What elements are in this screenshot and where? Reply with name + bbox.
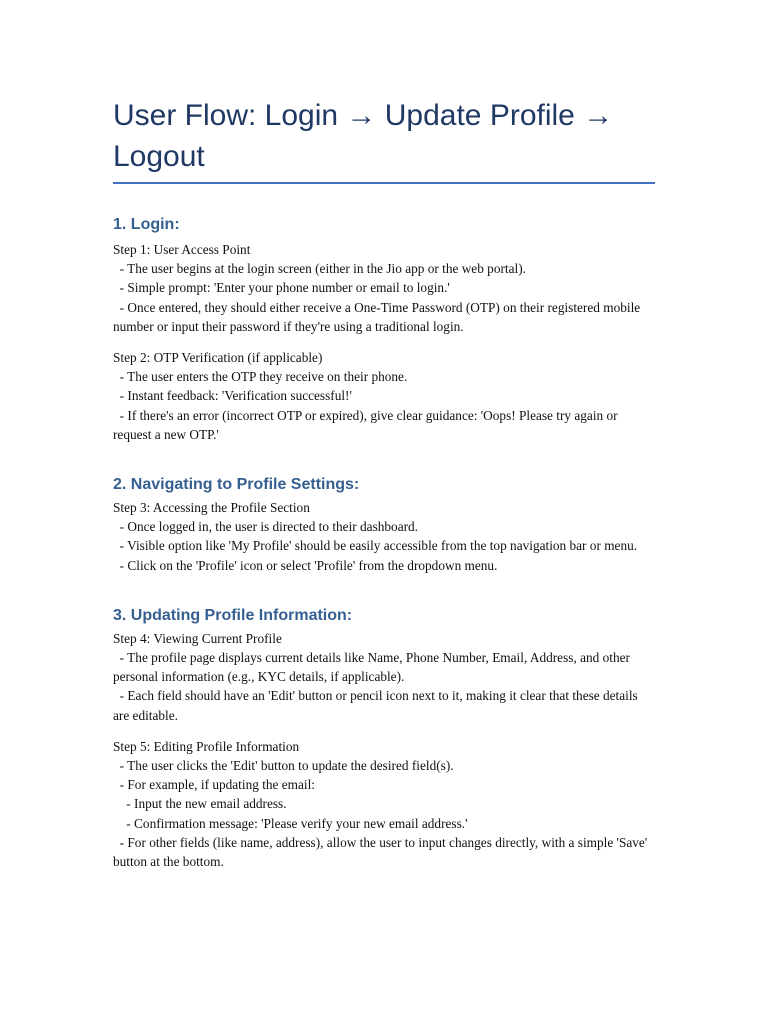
step-line: - Input the new email address. xyxy=(113,796,287,812)
section-heading: 2. Navigating to Profile Settings: xyxy=(113,476,360,494)
step-title: Step 4: Viewing Current Profile xyxy=(113,630,282,646)
step-line: - For other fields (like name, address), allow the user to input changes directly, with a simple 'Save' button at the bottom. xyxy=(113,834,651,870)
section-heading: 3. Updating Profile Information: xyxy=(113,606,353,624)
step-block xyxy=(113,240,655,336)
step-line: - Once logged in, the user is directed to their dashboard. xyxy=(113,519,419,535)
step-line: - Each field should have an 'Edit' button or pencil icon next to it, making it clear that these details are editable. xyxy=(113,688,642,723)
document-title: User Flow: Login → Update Profile → Logout xyxy=(113,99,614,173)
step-line: - The user begins at the login screen (either in the Jio app or the web portal). xyxy=(113,261,526,277)
step-line: - The profile page displays current details like Name, Phone Number, Email, Address, and other personal information (e.g., KYC details, if applicable). xyxy=(113,650,634,685)
section-heading: 1. Login: xyxy=(113,216,180,233)
document-page xyxy=(113,95,655,871)
step-line: - The user clicks the 'Edit' button to update the desired field(s). xyxy=(113,758,454,774)
step-line: - If there's an error (incorrect OTP or expired), give clear guidance: 'Oops! Please try again or request a new OTP.' xyxy=(113,407,621,442)
section-login xyxy=(113,214,655,444)
step-line: - Instant feedback: 'Verification successful!' xyxy=(113,388,352,404)
section-updating-profile xyxy=(113,605,655,871)
step-line: - Confirmation message: 'Please verify your new email address.' xyxy=(113,815,468,831)
step-line: - Visible option like 'My Profile' should be easily accessible from the top navigation bar or menu. xyxy=(113,538,638,554)
step-line: - Simple prompt: 'Enter your phone number or email to login.' xyxy=(113,280,450,296)
step-block xyxy=(113,498,655,575)
step-title: Step 1: User Access Point xyxy=(113,242,251,257)
step-block xyxy=(113,629,655,725)
title-underline xyxy=(113,182,655,184)
step-line: - The user enters the OTP they receive on their phone. xyxy=(113,369,408,385)
section-navigating-profile xyxy=(113,474,655,575)
step-block xyxy=(113,348,655,444)
step-title: Step 3: Accessing the Profile Section xyxy=(113,500,310,516)
step-line: - Once entered, they should either receive a One-Time Password (OTP) on their registered mobile number or input their password if they're using a traditional login. xyxy=(113,299,644,334)
step-title: Step 5: Editing Profile Information xyxy=(113,738,300,754)
step-block xyxy=(113,737,655,871)
step-title: Step 2: OTP Verification (if applicable) xyxy=(113,350,323,366)
step-line: - Click on the 'Profile' icon or select 'Profile' from the dropdown menu. xyxy=(113,557,498,573)
step-line: - For example, if updating the email: xyxy=(113,777,315,793)
